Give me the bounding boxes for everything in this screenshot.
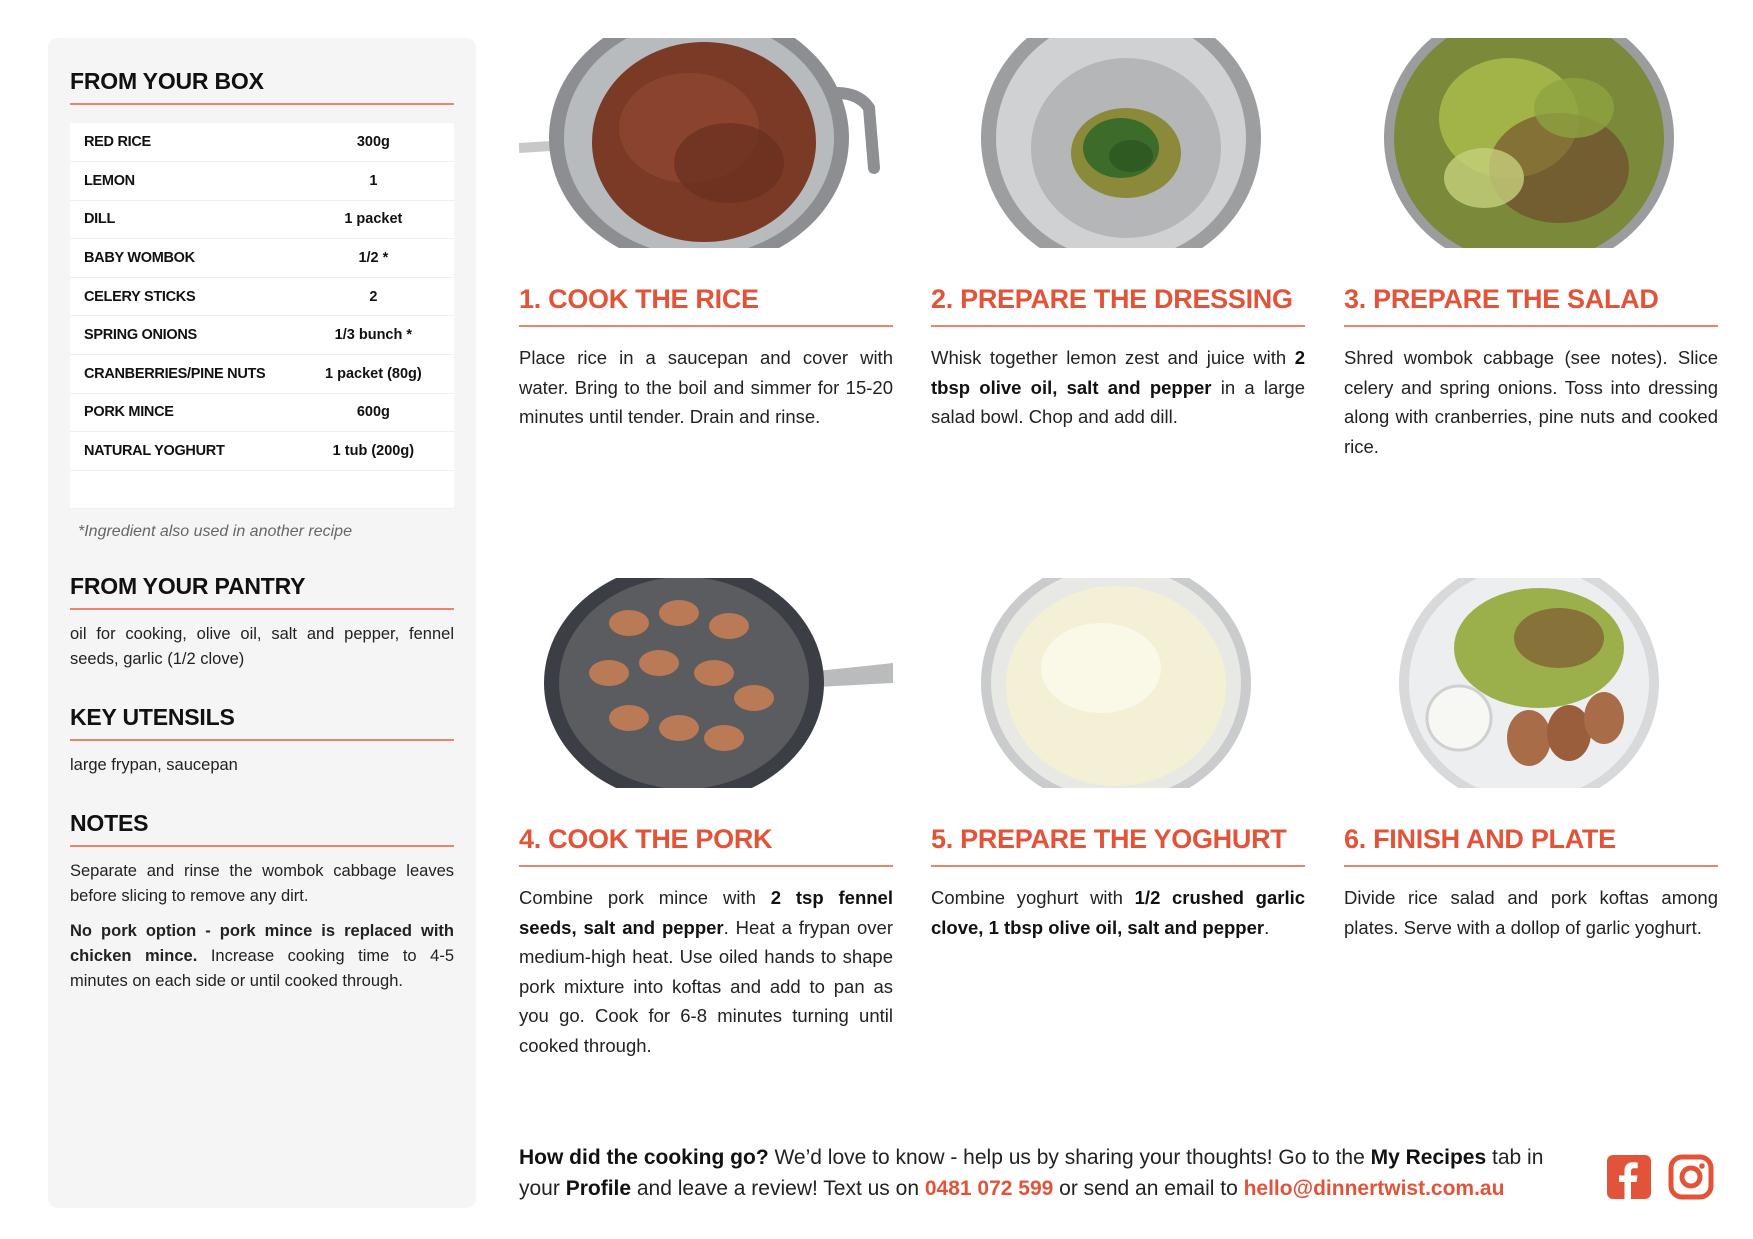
ingredient-qty: 1 tub (200g) <box>332 443 415 460</box>
utensils-title: KEY UTENSILS <box>70 704 454 741</box>
step-text-part: . <box>1264 916 1270 938</box>
step-4 <box>519 578 893 1060</box>
notes-title: NOTES <box>70 810 454 847</box>
ingredient-name: LEMON <box>84 172 135 189</box>
step-1 <box>519 38 893 432</box>
box-title: FROM YOUR BOX <box>70 68 454 105</box>
step-text-bold: 1/2 crushed garlic clove, 1 tbsp olive oil, salt and pepper <box>931 887 1306 938</box>
step-title: 5. PREPARE THE YOGHURT <box>931 824 1305 867</box>
ingredient-row <box>70 239 454 278</box>
step-2 <box>931 38 1305 432</box>
step-title: 6. FINISH AND PLATE <box>1344 824 1718 867</box>
phone-link[interactable]: 0481 072 599 <box>924 1177 1054 1200</box>
feedback-question: How did the cooking go? <box>519 1146 769 1169</box>
sidebar <box>48 38 476 1208</box>
utensils-section <box>70 704 454 778</box>
ingredient-qty: 1/3 bunch * <box>334 327 413 344</box>
ingredient-qty: 1 packet (80g) <box>325 365 422 382</box>
step-text <box>1344 883 1718 942</box>
footer-text: or send an email to <box>1053 1177 1244 1200</box>
my-recipes-label: My Recipes <box>1370 1146 1487 1169</box>
note-no-pork <box>70 919 454 994</box>
step-title: 4. COOK THE PORK <box>519 824 893 867</box>
ingredient-row <box>70 123 454 162</box>
note-rinse: Separate and rinse the wombok cabbage leaves before slicing to remove any dirt. <box>70 862 454 906</box>
footer-text: tab in your <box>519 1146 1544 1200</box>
step-text <box>1344 343 1718 461</box>
step-photo <box>1344 38 1718 248</box>
empty-row <box>70 470 454 509</box>
rice-salad-bowl-image <box>1344 38 1718 248</box>
plated-salad-image <box>1344 578 1718 788</box>
ingredient-name: SPRING ONIONS <box>84 327 197 344</box>
ingredient-row <box>70 162 454 201</box>
note-no-pork-bold: No pork option - pork mince is replaced with chicken mince. <box>70 922 454 966</box>
notes-section <box>70 810 454 994</box>
ingredient-row <box>70 355 454 394</box>
note-no-pork-rest: Increase cooking time to 4-5 minutes on each side or until cooked through. <box>70 947 454 991</box>
ingredient-row <box>70 200 454 239</box>
step-text <box>519 883 893 1060</box>
step-3 <box>1344 38 1718 461</box>
dill-dressing-bowl-image <box>931 38 1305 248</box>
ingredient-qty: 300g <box>356 134 390 151</box>
ingredient-name: NATURAL YOGHURT <box>84 443 225 460</box>
step-text-part: Divide rice salad and pork koftas among plates. Serve with a dollop of garlic yoghurt. <box>1344 887 1718 938</box>
ingredient-name: CELERY STICKS <box>84 288 196 305</box>
instagram-icon[interactable] <box>1668 1154 1714 1200</box>
step-title: 3. PREPARE THE SALAD <box>1344 284 1718 327</box>
ingredient-qty: 1 packet <box>344 211 403 228</box>
step-photo <box>519 38 893 248</box>
pantry-title: FROM YOUR PANTRY <box>70 573 454 610</box>
ingredient-row <box>70 316 454 355</box>
ingredient-row <box>70 432 454 471</box>
step-text-part: Combine yoghurt with <box>931 887 1135 908</box>
ingredient-row <box>70 277 454 316</box>
garlic-yoghurt-bowl-image <box>931 578 1305 788</box>
step-text-part: Whisk together lemon zest and juice with <box>931 347 1295 368</box>
step-text-bold: 2 tsp fennel seeds, salt and pepper <box>519 887 893 938</box>
step-text-part: Shred wombok cabbage (see notes). Slice celery and spring onions. Toss into dressing along with cranberries, pine nuts and cooked rice. <box>1344 347 1718 457</box>
pantry-text: oil for cooking, olive oil, salt and pepper, fennel seeds, garlic (1/2 clove) <box>70 625 454 669</box>
step-photo <box>931 38 1305 248</box>
koftas-frypan-image <box>519 578 893 788</box>
ingredient-name: DILL <box>84 211 116 228</box>
step-5 <box>931 578 1305 942</box>
ingredient-name: RED RICE <box>84 134 151 151</box>
step-text-part: Combine pork mince with <box>519 887 771 908</box>
footer-text: and leave a review! Text us on <box>631 1177 925 1200</box>
step-photo <box>519 578 893 788</box>
ingredient-name: CRANBERRIES/PINE NUTS <box>84 365 266 382</box>
ingredient-name: BABY WOMBOK <box>84 250 195 267</box>
step-text-part: Place rice in a saucepan and cover with water. Bring to the boil and simmer for 15-20 minutes until tender. Drain and rinse. <box>519 347 893 427</box>
step-photo <box>931 578 1305 788</box>
ingredient-qty: 1 <box>369 172 378 189</box>
step-text-bold: 2 tbsp olive oil, salt and pepper <box>931 347 1305 398</box>
utensils-text: large frypan, saucepan <box>70 756 238 775</box>
step-text <box>931 343 1305 432</box>
step-title: 1. COOK THE RICE <box>519 284 893 327</box>
step-text <box>519 343 893 432</box>
footer-text: We’d love to know - help us by sharing your thoughts! Go to the <box>768 1146 1371 1169</box>
profile-label: Profile <box>565 1177 632 1200</box>
ingredient-qty: 1/2 * <box>358 250 389 267</box>
feedback-footer <box>519 1142 1579 1204</box>
step-title: 2. PREPARE THE DRESSING <box>931 284 1305 327</box>
step-text-part: . Heat a frypan over medium-high heat. Use oiled hands to shape pork mixture into koftas and add to pan as you go. Cook for 6-8 minutes turning until cooked through. <box>519 916 893 1056</box>
step-6 <box>1344 578 1718 942</box>
pantry-section <box>70 573 454 672</box>
step-text <box>931 883 1305 942</box>
email-link[interactable]: hello@dinnertwist.com.au <box>1243 1177 1505 1200</box>
ingredient-footnote: *Ingredient also used in another recipe <box>78 523 352 541</box>
facebook-icon[interactable] <box>1606 1154 1652 1200</box>
red-rice-colander-image <box>519 38 893 248</box>
step-text-part: in a large salad bowl. Chop and add dill. <box>931 376 1305 427</box>
ingredient-qty: 2 <box>369 288 378 305</box>
ingredient-row <box>70 393 454 432</box>
ingredient-table <box>70 123 454 509</box>
ingredient-qty: 600g <box>356 404 390 421</box>
step-photo <box>1344 578 1718 788</box>
ingredient-name: PORK MINCE <box>84 404 174 421</box>
